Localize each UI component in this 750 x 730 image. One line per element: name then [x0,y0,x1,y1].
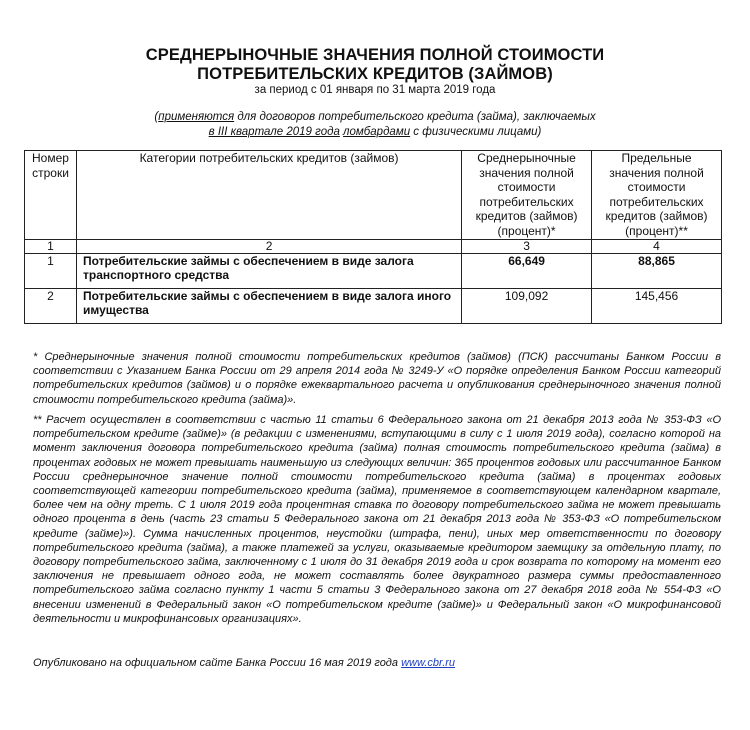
row-category: Потребительские займы с обеспечением в виде залога иного имущества [76,288,461,323]
row-limit-value: 88,865 [592,253,722,288]
column-number: 4 [592,239,722,253]
table-header-row [25,151,722,240]
column-number: 2 [76,239,461,253]
header-category: Категории потребительских кредитов (займов) [76,151,461,240]
psk-table [24,150,722,324]
header-row-number: Номер строки [25,151,77,240]
row-category: Потребительские займы с обеспечением в виде залога транспортного средства [76,253,461,288]
header-limit: Предельные значения полной стоимости потребительских кредитов (займов) (процент)** [592,151,722,240]
row-number: 2 [25,288,77,323]
row-average-value: 66,649 [462,253,592,288]
row-number: 1 [25,253,77,288]
cbr-link[interactable]: www.cbr.ru [401,657,456,669]
title-line-2: ПОТРЕБИТЕЛЬСКИХ КРЕДИТОВ (ЗАЙМОВ) [197,65,553,83]
footnote-2: ** Расчет осуществлен в соответствии с частью 11 статьи 6 Федерального закона от 21 декабря 2013 года № 353-ФЗ «О потребительском кредите (займе)» (в редакции с изменениями, вступающими в силу с 1 июля 2019 года), согласно которой на момент заключения договора потребительского кредита (займа) полная стоимость потребительского кредита (займа) в процентах годовых не может превышать наименьшую из следующих величин: 365 процентов годовых или рассчитанное Банком России среднерыночное значение полной стоимости потребительского кредита (займа) в процентах годовых соответствующей категории потребительского кредита (займа), применяемое в соответствующем календарном квартале, более чем на одну треть. С 1 июля 2019 года процентная ставка по договору потребительского займа не может превышать одного процента в день (часть 23 статьи 5 Федерального закона от 21 декабря 2013 года № 353-ФЗ «О потребительском кредите (займе)»). Сумма начисленных процентов, неустойки (штрафа, пени), иных мер ответственности по договору потребительского кредита (займа), а также платежей за услуги, оказываемые кредитором заемщику за отдельную плату, по договору потребительского займа, заключенному с 1 июля до 31 декабря 2019 года и срок возврата по которому на момент его заключения не превышает одного года, не может составлять более двукратного размера суммы предоставленного потребительского займа согласно пункту 1 части 5 статьи 3 Федерального закона от 27 декабря 2018 года № 554-ФЗ «О внесении изменений в Федеральный закон «О потребительском кредите (займе)» и Федеральный закон «О микрофинансовой деятельности и микрофинансовых организациях». [33,414,721,625]
table-row [25,288,722,323]
applies-text-2: с физическими лицами) [410,126,542,138]
title-line-1: СРЕДНЕРЫНОЧНЫЕ ЗНАЧЕНИЯ ПОЛНОЙ СТОИМОСТИ [145,46,605,64]
row-average-value: 109,092 [462,288,592,323]
column-number: 3 [462,239,592,253]
table-row [25,253,722,288]
applies-quarter: в III квартале 2019 года [208,126,340,138]
footnote-1: * Среднерыночные значения полной стоимости потребительских кредитов (займов) (ПСК) рассчитаны Банком России в соответствии с Указанием Банка России от 29 апреля 2014 года № 3249-У «О порядке определения Банком России категорий потребительских кредитов (займов) и о порядке ежеквартального расчета и опубликования среднерыночного значения полной стоимости потребительского кредита (займа)». [33,351,721,406]
period-subtitle: за период с 01 января по 31 марта 2019 года [254,84,496,96]
column-number: 1 [25,239,77,253]
applies-lombards: ломбардами [343,126,411,138]
publication-text: Опубликовано на официальном сайте Банка России 16 мая 2019 года [33,657,402,669]
publication-line [33,657,455,669]
applies-open-paren: ( [154,111,159,123]
applies-underlined-word: применяются [158,111,235,123]
row-limit-value: 145,456 [592,288,722,323]
header-average: Среднерыночные значения полной стоимости потребительских кредитов (займов) (процент)* [462,151,592,240]
column-number-row [25,239,722,253]
applies-text-1: для договоров потребительского кредита (займа), заключаемых [234,111,596,123]
applicability-note [0,110,750,140]
